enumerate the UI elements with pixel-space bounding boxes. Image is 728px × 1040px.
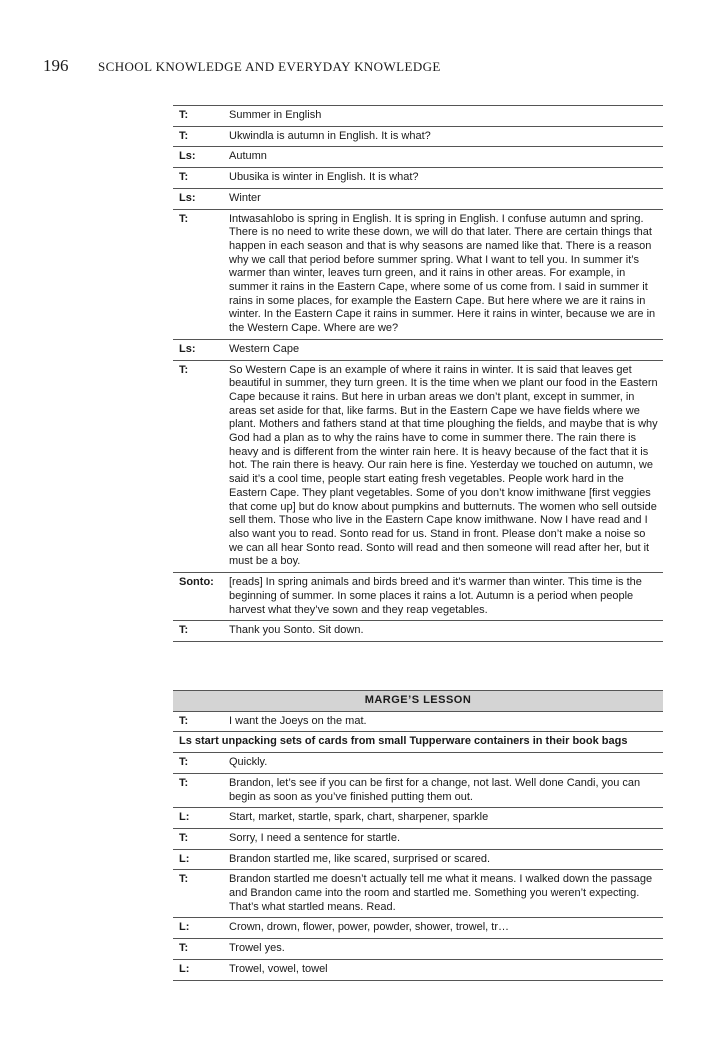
- speaker-label: T:: [173, 209, 229, 339]
- stage-direction: Ls start unpacking sets of cards from small Tupperware containers in their book bags: [173, 732, 663, 753]
- speaker-label: T:: [173, 106, 229, 127]
- transcript-row: [173, 959, 663, 980]
- lesson-title-row: [173, 691, 663, 712]
- speaker-label: T:: [173, 168, 229, 189]
- utterance-text: Thank you Sonto. Sit down.: [229, 621, 663, 642]
- speaker-label: T:: [173, 939, 229, 960]
- utterance-text: Western Cape: [229, 339, 663, 360]
- transcript-row: [173, 711, 663, 732]
- utterance-text: Brandon startled me doesn’t actually tell me what it means. I walked down the passage and Brandon came into the room and startled me. Something you weren’t expecting. That’s what startled means. Read.: [229, 870, 663, 918]
- marge-lesson-table: [173, 690, 663, 981]
- speaker-label: Ls:: [173, 147, 229, 168]
- speaker-label: T:: [173, 753, 229, 774]
- utterance-text: Brandon, let’s see if you can be first for a change, not last. Well done Candi, you can begin as soon as you’ve finished putting them out.: [229, 773, 663, 807]
- transcript-row: [173, 753, 663, 774]
- utterance-text: Quickly.: [229, 753, 663, 774]
- utterance-text: Trowel, vowel, towel: [229, 959, 663, 980]
- speaker-label: Ls:: [173, 188, 229, 209]
- utterance-text: Autumn: [229, 147, 663, 168]
- transcript-row: [173, 573, 663, 621]
- utterance-text: [reads] In spring animals and birds breed and it’s warmer than winter. This time is the beginning of summer. In some places it rains a lot. Autumn is a period when people harvest what they’ve sown and they reap vegetables.: [229, 573, 663, 621]
- transcript-row: [173, 209, 663, 339]
- transcript-row: [173, 147, 663, 168]
- speaker-label: T:: [173, 711, 229, 732]
- utterance-text: Summer in English: [229, 106, 663, 127]
- lesson-title: MARGE’S LESSON: [173, 691, 663, 712]
- speaker-label: T:: [173, 870, 229, 918]
- speaker-label: Sonto:: [173, 573, 229, 621]
- speaker-label: Ls:: [173, 339, 229, 360]
- speaker-label: L:: [173, 808, 229, 829]
- transcript-row: [173, 126, 663, 147]
- utterance-text: Winter: [229, 188, 663, 209]
- page-number: 196: [43, 56, 69, 75]
- speaker-label: T:: [173, 773, 229, 807]
- transcript-row: [173, 732, 663, 753]
- transcript-row: [173, 360, 663, 573]
- utterance-text: Ukwindla is autumn in English. It is what?: [229, 126, 663, 147]
- utterance-text: Brandon startled me, like scared, surprised or scared.: [229, 849, 663, 870]
- running-title: SCHOOL KNOWLEDGE AND EVERYDAY KNOWLEDGE: [98, 59, 441, 74]
- speaker-label: T:: [173, 828, 229, 849]
- transcript-row: [173, 918, 663, 939]
- transcript-row: [173, 808, 663, 829]
- speaker-label: L:: [173, 849, 229, 870]
- transcript-row: [173, 870, 663, 918]
- utterance-text: Intwasahlobo is spring in English. It is spring in English. I confuse autumn and spring. There is no need to write these down, we will do that later. There are certain things that happen in each season and that is why seasons are named like that. There is a reason why we call that period before summer spring. What I want to tell you. In summer it’s warmer than winter, leaves turn green, and it rains in other areas. For example, in summer it rains in the Eastern Cape, where some of us come from. I said in summer it rains in some places, for example the Eastern Cape. But here where we are it rains in winter. In the Eastern Cape it rains in summer. Here it rains in winter, because we are in the Western Cape. Where are we?: [229, 209, 663, 339]
- utterance-text: Trowel yes.: [229, 939, 663, 960]
- speaker-label: T:: [173, 621, 229, 642]
- transcript-row: [173, 849, 663, 870]
- transcript-row: [173, 773, 663, 807]
- page-header: [43, 56, 683, 78]
- speaker-label: T:: [173, 360, 229, 573]
- transcript-row: [173, 339, 663, 360]
- speaker-label: L:: [173, 959, 229, 980]
- utterance-text: Sorry, I need a sentence for startle.: [229, 828, 663, 849]
- speaker-label: T:: [173, 126, 229, 147]
- transcript-row: [173, 828, 663, 849]
- utterance-text: I want the Joeys on the mat.: [229, 711, 663, 732]
- transcript-row: [173, 621, 663, 642]
- transcript-row: [173, 106, 663, 127]
- transcript-row: [173, 939, 663, 960]
- transcript-row: [173, 188, 663, 209]
- speaker-label: L:: [173, 918, 229, 939]
- transcript-row: [173, 168, 663, 189]
- utterance-text: Crown, drown, flower, power, powder, shower, trowel, tr…: [229, 918, 663, 939]
- utterance-text: Start, market, startle, spark, chart, sharpener, sparkle: [229, 808, 663, 829]
- utterance-text: Ubusika is winter in English. It is what?: [229, 168, 663, 189]
- utterance-text: So Western Cape is an example of where it rains in winter. It is said that leaves get beautiful in summer, they turn green. It is the time when we plant our food in the Eastern Cape because it rains. But here in urban areas we don’t plant, except in summer, in areas set aside for that, like farms. But in the Eastern Cape we have fields where we plant. Mothers and fathers stand at that time ploughing the fields, and maybe that is why God had a plan as to why the rains have to come in summer there. The rain there is heavy and is different from the winter rain here. It is heavy because of the fact that it is hot. The rain there is heavy. Our rain here is fine. Yesterday we touched on autumn, we said it’s a cool time, people start eating fresh vegetables. People work hard in the Eastern Cape. They plant vegetables. Some of you don’t know imithwane [first veggies that come up] but do know about pumpkins and butternuts. The women who sell outside sell them. Those who live in the Eastern Cape know imithwane. Now I have read and I also want you to read. Sonto read for us. Stand in front. Please don’t make a noise so we can all hear Sonto read. Sonto will read and then someone will read after her, but it must be a boy.: [229, 360, 663, 573]
- transcript-table: [173, 105, 663, 642]
